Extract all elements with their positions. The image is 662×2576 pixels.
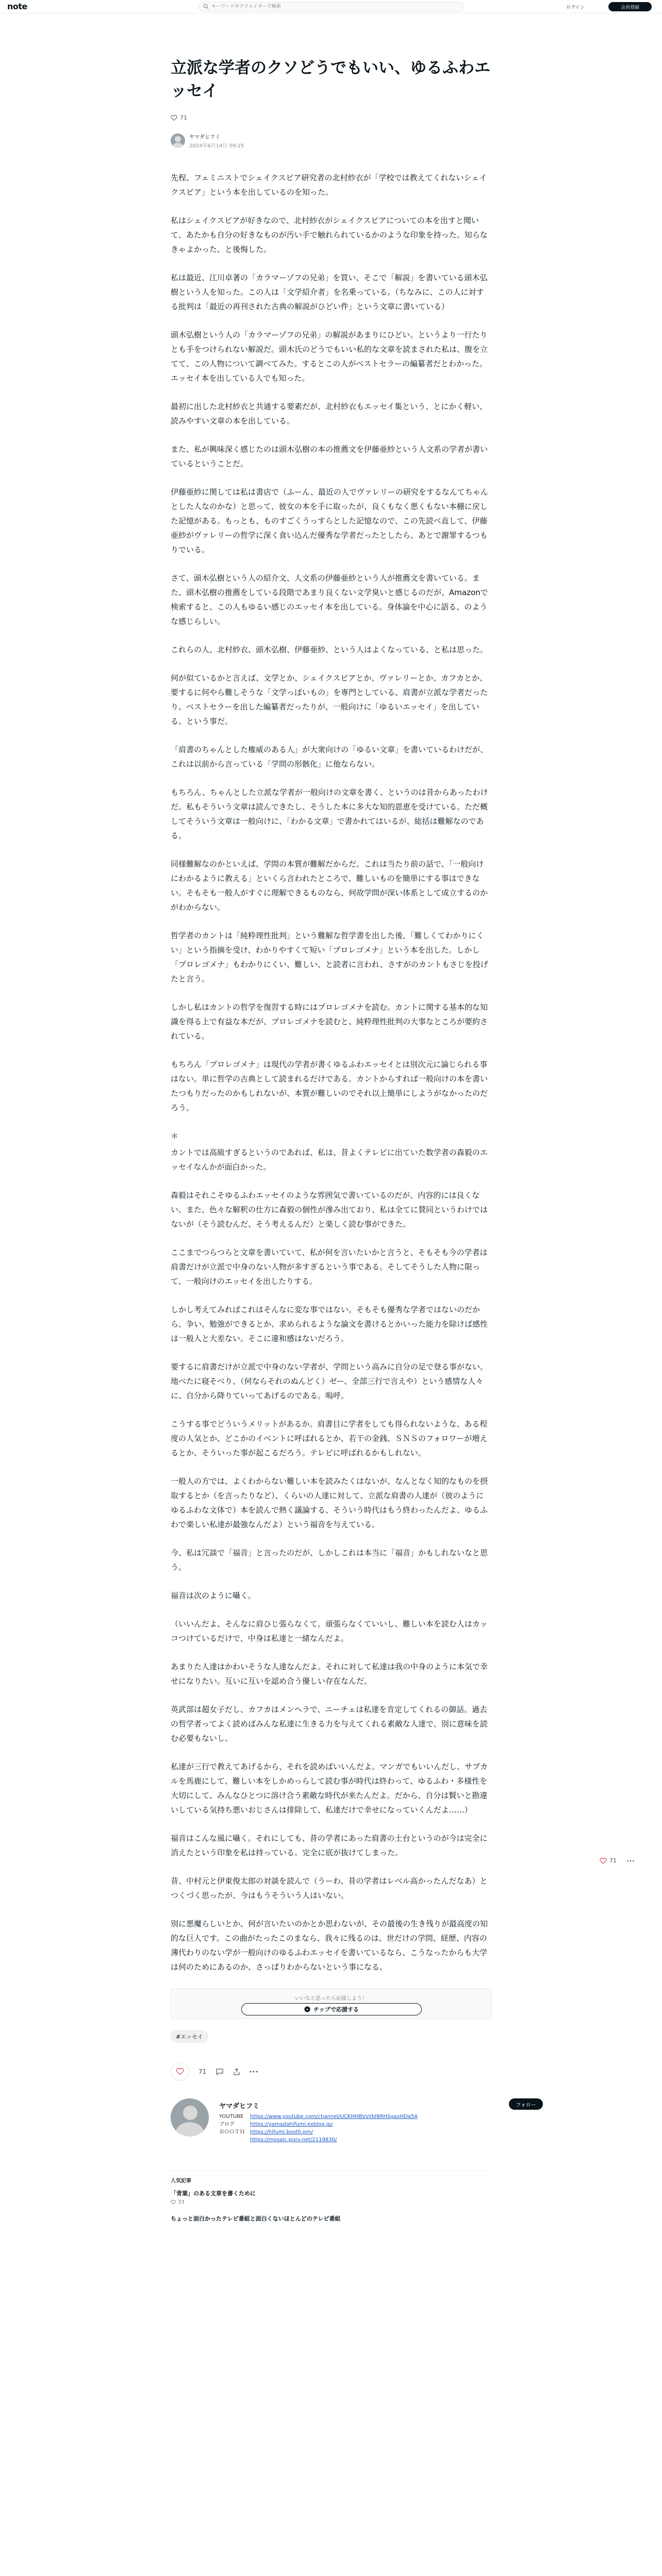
like-count-top: 71 <box>180 114 187 121</box>
floating-actions <box>600 1857 634 1864</box>
bio-link[interactable]: https://mosaic.pixiv.net/2119830/ <box>250 2137 337 2143</box>
bio-link[interactable]: https://www.youtube.com/channel/UCKHHBVsVbl8RHSgaxHDa5A <box>250 2114 418 2120</box>
author-row[interactable] <box>171 132 491 149</box>
paragraph: 福音は次のように囁く。 <box>171 1591 256 1600</box>
bio-label: ＢＯＯＴＨ <box>219 2129 245 2135</box>
heart-icon <box>171 115 177 121</box>
popular-article-meta <box>171 2199 491 2205</box>
like-button-top[interactable] <box>171 114 187 121</box>
paragraph: 同様難解なのかといえば、学問の本質が難解だからだ。これは当たり前の話で、「一般向けにわかるように教える」といくら言われたところで、難しいものを簡単にする事はできない。そもそも一般人がすぐに理解できるものなら、何故学問が深い体系として成立するのかがわからない。 <box>171 859 488 912</box>
bio-label <box>219 2136 247 2144</box>
paragraph: 先程、フェミニストでシェイクスピア研究者の北村紗衣が「学校では教えてくれないシェイクスピア」という本を出しているのを知った。 <box>171 173 487 197</box>
bio-link[interactable]: https://yamadahifumi.exblog.jp/ <box>250 2122 333 2127</box>
paragraph: 「肩書のちゃんとした権威のある人」が大衆向けの「ゆるい文章」を書いているわけだが、これは以前から言っている「学問の形骸化」に他ならない。 <box>171 745 488 769</box>
paragraph: 最初に出した北村紗衣と共通する要素だが、北村紗衣もエッセイ集という、とにかく軽い、読みやすい文章の本を出している。 <box>171 402 488 426</box>
popular-article-link[interactable]: 「青葉」のある文章を書くために <box>171 2190 256 2197</box>
paragraph: 昔、中村元と伊東俊太郎の対談を読んで（うーわ、昔の学者はレベル高かったんだなあ）とつくづく思ったが、今はもうそういう人はいない。 <box>171 1876 488 1900</box>
popular-article-link[interactable]: ちょっと面白かったテレビ番組と面白くないほとんどのテレビ番組 <box>171 2215 341 2222</box>
paragraph: しかし私はカントの哲学を復習する時にはプロレゴメナを読む。カントに関する基本的な知識を得る上で有益な本だが、プロレゴメナを読むと、純粋理性批判の大事なところが要約されている。 <box>171 1003 488 1041</box>
paragraph: 今、私は冗談で「福音」と言ったのだが、しかしこれは本当に「福音」かもしれないなと思う。 <box>171 1548 488 1572</box>
floating-like-count: 71 <box>609 1857 617 1864</box>
login-button[interactable]: ログイン <box>563 3 588 11</box>
paragraph: もちろん、ちゃんとした立派な学者が一般向けの文章を書く、というのは昔からあったわけだ。私もそういう文章は読んできたし、そうした本に多大な知的恩恵を受けている。ただ概してそういう文章は一般向けに、「わかる文章」で書かれてはいるが、総括は難解なのである。 <box>171 788 488 840</box>
bio-row <box>219 2128 487 2136</box>
article-title: 立派な学者のクソどうでもいい、ゆるふわエッセイ <box>171 59 490 100</box>
creator-name[interactable]: ヤマダヒフミ <box>219 2103 260 2110</box>
paragraph: 要するに肩書だけが立派で中身のない学者が、学問という高みに自分の足で登る事がない。地べたに寝そべり、（何ならそれのぬんどく）ゼー、全部三行で言えや）という感情な人々に、自分から降りていってあげるのである。嗚呼。 <box>171 1362 488 1400</box>
heart-icon <box>176 2068 184 2075</box>
hashtag-essay[interactable]: #エッセイ <box>171 2030 208 2043</box>
paragraph: これらの人、北村紗衣、頭木弘樹、伊藤亜紗、という人はよくなっている、と私は思った。 <box>171 645 488 654</box>
paragraph: 私は最近、江川卓著の「カラマーゾフの兄弟」を買い、そこで「解説」を書いている頭木弘樹という人を知った。この人は「文学紹介者」を名乗っている。（ちなみに、この人に対する批判は「最近の再刊された古典の解説がひどい件」という文章に書いている） <box>171 273 488 311</box>
paragraph: 伊藤亜紗に関しては私は書店で（ふーん、最近の人でヴァレリーの研究をするなんてちゃんとした人なのかな）と思って、彼女の本を手に取ったが、良くもなく悪くもない本棚に戻した記憶がある。もっとも、ものすごくうっすらとした記憶なので、この先読べ直して、伊藤亜紗がヴァレリーの哲学に深く食い込んだ優秀な学者だったとしたら、あとで謝罪するつもりでいる。 <box>171 487 488 554</box>
paragraph: 私達が三行で教えてあげるから、それを読めばいいんだよ。マンガでもいいんだし、サブカルを馬鹿にして、難しい本をしかめっらして読む事が時代は終わって、ゆるふわ・多様性を大切にして、みんなひとつに溶け合う素敵な時代が来たんだよ。だから、自分は賢いと勘違いしている気持ち悪いおじさんは排除して、私達だけで幸せになっていくんだよ……） <box>171 1762 488 1815</box>
post-date: 2024年6月14日 09:25 <box>189 143 244 149</box>
creator-avatar[interactable] <box>171 2098 209 2137</box>
paragraph: 福音はこんな風に囁く。それにしても、昔の学者にあった肩書の土台というのが今は完全に消えたという印象を私は持っている。完全に底が抜けてしまった。 <box>171 1834 488 1857</box>
bio-label: ブログ <box>219 2122 235 2127</box>
share-icon[interactable] <box>233 2068 240 2075</box>
support-text: いいなと思ったら応援しよう！ <box>295 1996 367 2002</box>
creator-card <box>171 2098 536 2160</box>
paragraph: さて、頭木弘樹という人の紹介文、人文系の伊藤亜紗という人が推薦文を書いている。また、頭木弘樹の推薦をしている段階であまり良くない文学臭いと感じるのだが、Amazonで検索すると、この人もゆるい感じのエッセイ本を出している。身体論を中心に語る、のような感じらしい。 <box>171 573 488 626</box>
bio-label: YOUTUBE <box>219 2114 244 2120</box>
paragraph: （いいんだよ、そんなに肩ひじ張らなくて。頑張らなくていいし、難しい本を読む人はカッコつけているだけで、中身は私達と一緒なんだよ。 <box>171 1619 488 1643</box>
paragraph: 別に悪魔らしいとか、何が言いたいのかとか思わないが、その最後の生き残りが最高度の知的な巨人です。この曲がたったこのまなら、我々に残るのは、世だけの学問、経歴、内容の薄代わりのない学が一般向けのゆるふわエッセイを書いているなら、こうなったからも大学は何のためにあるのか、さっぱりわからないという事になる。 <box>171 1919 488 1972</box>
paragraph: 一般人の方では、よくわからない難しい本を読みたくはないが、なんとなく知的なものを摂取するとか（を言ったりなど）、くらいの人達に対して、立派な肩書の人達が（彼のようにゆるふわな文体で）本を読んで熱く議論する、そういう時代はもう終わったんだよ、ゆるふわで楽しい私達が最強なんだよ）という福音を与えている。 <box>171 1477 488 1529</box>
floating-like-button[interactable] <box>600 1857 617 1864</box>
bio-link[interactable]: https://hifumi.booth.pm/ <box>250 2129 313 2135</box>
bio-row <box>219 2113 487 2121</box>
creator-bio <box>219 2113 487 2144</box>
article-body <box>171 171 491 1974</box>
tip-support-label: チップで応援する <box>313 2006 359 2013</box>
note-logo[interactable]: note <box>7 2 27 11</box>
top-header <box>0 0 662 13</box>
article-meta <box>171 114 491 121</box>
paragraph: ここまでつらつらと文章を書いていて、私が何を言いたいかと言うと、そもそも今の学者は肩書だけが立派で中身のない人物が多すぎるという事である。そしてそうした人物に限って、一般向けのエッセイを出したりする。 <box>171 1248 488 1286</box>
paragraph: しかし考えてみればこれはそんなに変な事ではない。そもそも優秀な学者ではないのだから、争い、勉強ができるとか、求められるような論文を書けるとかいった能力を除けば感性は一般人と大差ない。そこに違和感はないだろう。 <box>171 1305 488 1343</box>
like-count: 71 <box>198 2068 207 2075</box>
bio-row <box>219 2136 487 2144</box>
article <box>171 57 536 2223</box>
section-mark: ＊ <box>171 1131 179 1141</box>
paragraph: 哲学者のカントは「純粋理性批判」という難解な哲学書を出した後、「難しくてわかりにくい」という指摘を受け、わかりやすくて短い「プロレゴメナ」という本を出した。しかし「プロレゴメナ」もわかりにくい、難しい、と読者に言われ、さすがのカントもさじを投げたと言う。 <box>171 931 488 984</box>
author-avatar[interactable] <box>171 133 185 148</box>
more-icon[interactable] <box>250 2071 258 2073</box>
support-box <box>171 1988 491 2019</box>
popular-articles <box>171 2171 491 2223</box>
paragraph: 私はシェイクスピアが好きなので、北村紗衣がシェイクスピアについての本を出すと聞いて、あたかも自分の好きなものが汚い手で触れられているかのような印象を持った。知らなきゃよかった、と後悔した。 <box>171 216 488 254</box>
tip-support-button[interactable] <box>241 2003 422 2015</box>
like-button[interactable] <box>171 2062 189 2081</box>
paragraph: 何が似ているかと言えば、文学とか、シェイクスピアとか、ヴァレリーとか、カフカとか、要するに何やら難しそうな「文学っぽいもの」を専門としている、肩書が立派な学者だったり、ベストセラーを出した編纂者だったりが、一般向けに「ゆるいエッセイ」を出している、という事だ。 <box>171 673 488 726</box>
author-name[interactable]: ヤマダヒフミ <box>189 134 220 140</box>
search-icon <box>203 4 209 9</box>
follow-button[interactable]: フォロー <box>509 2098 543 2110</box>
signup-button[interactable]: 会員登録 <box>608 2 652 11</box>
heart-icon <box>171 2200 176 2205</box>
paragraph: また、私が興味深く感じたのは頭木弘樹の本の推薦文を伊藤亜紗という人文系の学者が書いているということだ。 <box>171 445 488 468</box>
paragraph: もちろん「プロレゴメナ」は現代の学者が書くゆるふわエッセイとは別次元に論じられる事はない。単に哲学の古典として読まれるだけである。カントからすれば一般向けの本を書いたつもりだったのかもしれないが、本質が難しいのでそれ以上簡単にしようがなかったのだろう。 <box>171 1060 488 1112</box>
paragraph: 英武部は超女子だし、カフカはメンヘラで、ニーチェは私達を肯定してくれるの御話。過去の哲学者ってよく読めばみんな私達に生きる力を与えてくれる素敵な人達で、別に意味を読む必要もないし。 <box>171 1705 488 1743</box>
search-box[interactable] <box>198 2 464 11</box>
popular-like-count: 33 <box>178 2199 185 2205</box>
heart-icon <box>600 1858 607 1864</box>
paragraph: こうする事でどういうメリットがあるか。肩書目に学者をしても得られないような、ある程度の人気とか、どこかのイベントに呼ばれるとか、若干の金銭、ＳＮＳのフォロワーが増えるとか、そういった事が起こるだろう。テレビに呼ばれるかもしれない。 <box>171 1419 488 1458</box>
popular-title: 人気記事 <box>171 2178 191 2184</box>
tip-icon <box>304 2006 310 2012</box>
paragraph: 森毅はそれこそゆるふわエッセイのような雰囲気で書いているのだが、内容的には良くない。また、色々な解釈の仕方に森毅の個性が滲み出ており、私は全てに賛同というわけではないが（そう読むんだ、そう考えるんだ）と楽しく読む事ができた。 <box>171 1191 488 1229</box>
paragraph: カントでは高級すぎるというのであれば、私は、昔よくテレビに出ていた数学者の森毅のエッセイなんかが面白かった。 <box>171 1148 488 1172</box>
paragraph: あまりた人達はかわいそうな人達なんだよ。それに対して私達は我の中身のように本気で幸せになりたい。互いに互いを認め合う優しい存在なんだ。 <box>171 1662 488 1686</box>
comment-icon[interactable] <box>216 2068 224 2075</box>
bio-row <box>219 2121 487 2128</box>
paragraph: 頭木弘樹という人の「カラマーゾフの兄弟」の解説があまりにひどい。というより一行たりとも手をつけられない解説だ。頭木氏のどうでもいい私的な文章を読まされた私は、腹を立てて、この人物について調べてみた。するとこの人がベストセラーの編纂者だとわかった。エッセイ本を出している人でも知った。 <box>171 330 488 383</box>
more-icon[interactable] <box>627 1860 634 1862</box>
article-actions <box>171 2062 491 2081</box>
search-input[interactable] <box>211 3 459 10</box>
